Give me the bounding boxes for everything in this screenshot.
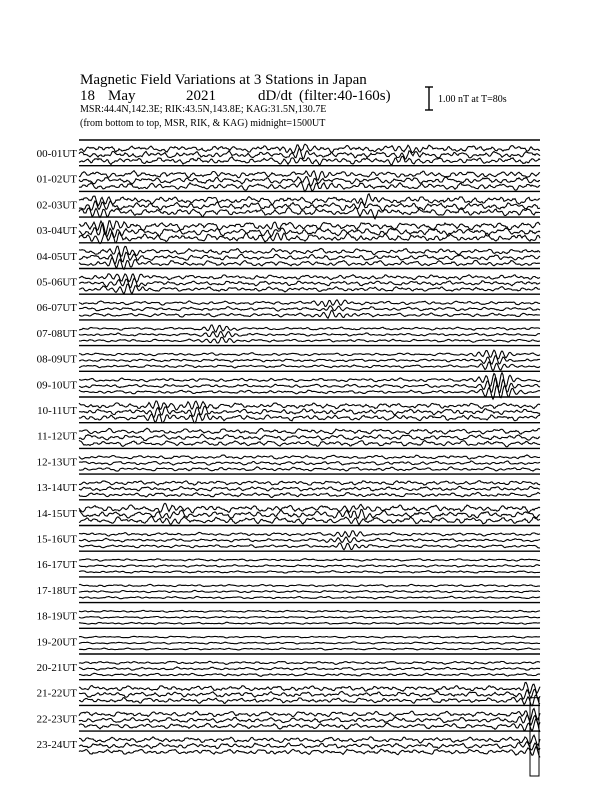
chart-title: Magnetic Field Variations at 3 Stations in Japan (80, 72, 367, 88)
trace-MSR (79, 284, 540, 294)
trace-RIK (79, 306, 540, 311)
trace-KAG (79, 401, 540, 410)
stacking-note: (from bottom to top, MSR, RIK, & KAG) midnight=1500UT (80, 118, 326, 129)
component-label: dD/dt (258, 88, 293, 104)
hour-label: 02-03UT (36, 199, 77, 212)
hour-label: 16-17UT (36, 559, 77, 572)
trace-MSR (79, 516, 540, 524)
trace-KAG (79, 735, 540, 745)
hour-row-14-15UT (37, 500, 540, 525)
hour-row-18-19UT (37, 603, 540, 625)
trace-RIK (79, 461, 540, 465)
date-year: 2021 (186, 88, 216, 104)
hour-label: 10-11UT (37, 405, 77, 417)
trace-RIK (79, 590, 540, 592)
hour-label: 07-08UT (36, 327, 77, 340)
trace-RIK (79, 565, 540, 567)
hour-row-00-01UT (37, 140, 540, 165)
trace-RIK (79, 356, 540, 364)
hour-row-20-21UT (37, 654, 540, 676)
hour-label: 01-02UT (36, 173, 77, 186)
trace-KAG (79, 682, 540, 693)
hour-label: 13-14UT (36, 482, 77, 495)
hour-row-22-23UT (37, 705, 540, 732)
scale-bar (425, 87, 433, 110)
trace-RIK (79, 537, 540, 543)
trace-RIK (79, 332, 540, 338)
trace-KAG (79, 428, 540, 434)
trace-KAG (79, 325, 540, 332)
filter-label: (filter:40-160s) (299, 88, 391, 104)
hour-label: 23-24UT (36, 739, 77, 752)
trace-KAG (79, 584, 540, 587)
hour-row-10-11UT (37, 397, 540, 423)
trace-KAG (79, 144, 540, 153)
trace-MSR (79, 596, 540, 599)
trace-KAG (79, 661, 540, 664)
trace-MSR (79, 492, 540, 497)
trace-MSR (79, 695, 540, 706)
trace-MSR (79, 362, 540, 371)
trace-KAG (79, 221, 540, 235)
trace-RIK (79, 642, 540, 644)
hour-row-02-03UT (37, 191, 540, 218)
date-month: May (108, 88, 136, 104)
trace-MSR (79, 467, 540, 471)
trace-RIK (79, 742, 540, 751)
trace-MSR (79, 543, 540, 550)
hour-label: 09-10UT (36, 379, 77, 392)
hour-row-08-09UT (37, 346, 540, 371)
trace-KAG (79, 274, 540, 282)
trace-KAG (79, 300, 540, 307)
trace-MSR (79, 622, 540, 624)
hour-label: 14-15UT (36, 507, 77, 520)
trace-RIK (79, 667, 540, 670)
hour-label: 04-05UT (36, 250, 77, 263)
trace-KAG (79, 350, 540, 359)
trace-KAG (79, 481, 540, 485)
hour-row-19-20UT (37, 628, 540, 650)
hour-row-13-14UT (37, 474, 540, 497)
hour-label: 15-16UT (36, 533, 77, 546)
trace-MSR (79, 571, 540, 573)
hour-label: 21-22UT (36, 687, 77, 700)
trace-MSR (79, 337, 540, 343)
hour-label: 06-07UT (36, 302, 77, 315)
hour-label: 19-20UT (36, 636, 77, 649)
hour-row-21-22UT (37, 680, 540, 706)
scale-label: 1.00 nT at T=80s (438, 94, 507, 105)
hour-label: 05-06UT (36, 276, 77, 289)
trace-KAG (79, 559, 540, 562)
hour-label: 08-09UT (36, 353, 77, 366)
trace-KAG (79, 531, 540, 537)
hour-row-04-05UT (37, 243, 540, 269)
hour-row-12-13UT (37, 448, 540, 471)
hour-row-09-10UT (37, 371, 540, 399)
trace-RIK (79, 510, 540, 520)
hour-label: 17-18UT (36, 584, 77, 597)
hour-row-15-16UT (37, 526, 540, 550)
hour-row-17-18UT (37, 577, 540, 599)
trace-KAG (79, 194, 540, 206)
hour-row-11-12UT (37, 423, 540, 447)
trace-KAG (79, 636, 540, 638)
trace-RIK (79, 486, 540, 491)
date-day: 18 (80, 88, 95, 104)
trace-MSR (79, 440, 540, 447)
hour-row-07-08UT (37, 320, 540, 343)
trace-RIK (79, 616, 540, 618)
trace-MSR (79, 673, 540, 676)
hour-label: 20-21UT (36, 662, 77, 674)
trace-KAG (79, 246, 540, 256)
hour-label: 00-01UT (36, 148, 77, 160)
trace-RIK (79, 434, 540, 441)
trace-MSR (79, 747, 540, 758)
hour-label: 22-23UT (36, 713, 77, 726)
hour-row-05-06UT (37, 269, 540, 294)
trace-MSR (79, 648, 540, 650)
trace-MSR (79, 414, 540, 423)
trace-RIK (79, 278, 540, 287)
hour-row-06-07UT (37, 294, 540, 318)
trace-KAG (79, 455, 540, 459)
hour-label: 11-12UT (37, 430, 77, 443)
hour-row-16-17UT (37, 551, 540, 573)
hour-row-23-24UT (37, 731, 540, 757)
hour-label: 18-19UT (36, 610, 77, 623)
hour-label: 12-13UT (36, 456, 77, 469)
trace-MSR (79, 310, 540, 318)
hour-rows (37, 140, 540, 757)
trace-KAG (79, 503, 540, 513)
hour-row-03-04UT (37, 217, 540, 244)
trace-KAG (79, 610, 540, 612)
trace-RIK (79, 177, 540, 186)
hour-row-01-02UT (37, 166, 540, 192)
station-coordinates: MSR:44.4N,142.3E; RIK:43.5N,143.8E; KAG:31.5N,130.7E (80, 104, 327, 115)
hour-label: 03-04UT (36, 225, 77, 238)
